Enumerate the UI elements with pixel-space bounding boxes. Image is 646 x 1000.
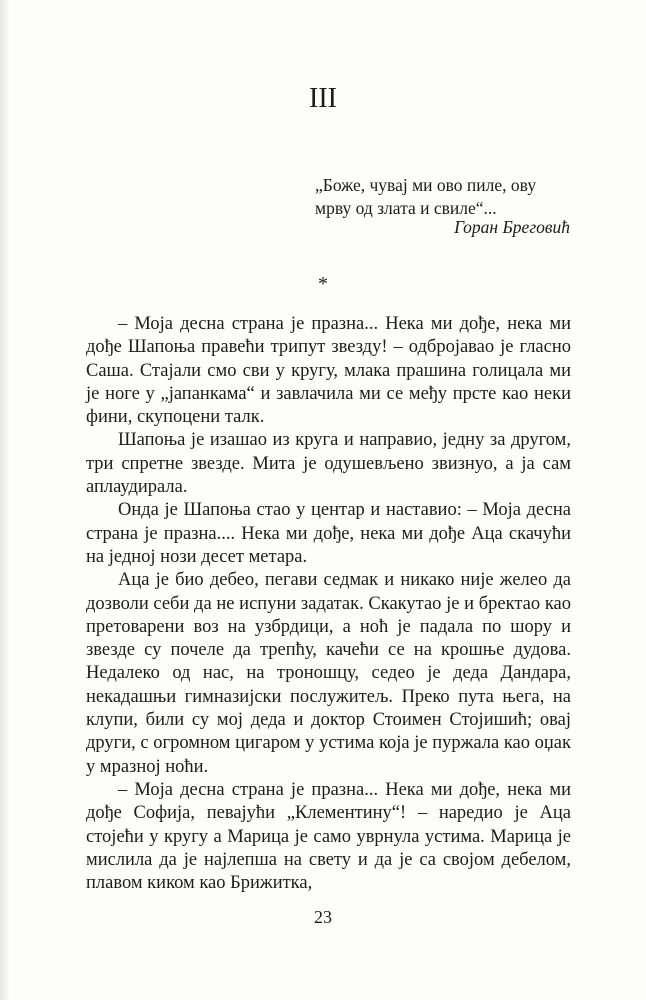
paragraph: Онда је Шапоња стао у центар и наставио: – Моја десна страна је празна.... Нека ми дође, нека ми дође Аца скачући на једној нози десет метара.: [86, 500, 571, 567]
section-separator: *: [318, 273, 328, 295]
paragraph: – Моја десна страна је празна... Нека ми дође, нека ми дође Софија, певајући „Клементину“! – наредио је Аца стојећи у кругу а Марица је само уврнула устима. Марица је мислила да је најлепша на свету и да је са својом дебелом, плавом киком као Брижитка,: [86, 779, 571, 894]
epigraph-author: Горан Бреговић: [454, 217, 570, 237]
epigraph-quote: „Боже, чувај ми ово пиле, ову мрву од злата и свиле“...: [315, 175, 537, 218]
paragraph: Аца је био дебео, пегави седмак и никако није желео да дозволи себи да не испуни задатак. Скакутао је и бректао као претоварени воз на узбрдици, а ноћ је падала по шору и звезде су почеле да трепћу, качећи се на крошње дудова. Недалеко од нас, на троношцу, седео је деда Дандара, некадашњи гимназијски послужитељ. Преко пута њега, на клупи, били су мој деда и доктор Стоимен Стојишић; овај други, с огромном цигаром у устима која је пуржала као оџак у мразној ноћи.: [86, 570, 571, 777]
page-binding-edge: [0, 0, 10, 1000]
paragraph: – Моја десна страна је празна... Нека ми дође, нека ми дође Шапоња правећи трипут звезду! – одбројавао је гласно Саша. Стајали смо сви у кругу, млака прашина голицала ми је ноге у „јапанкама“ и завлачила ми се међу прсте као неки фини, скупоцени талк.: [86, 314, 571, 428]
body-text: [86, 313, 571, 895]
chapter-number: III: [309, 83, 337, 114]
page-number: 23: [314, 907, 332, 927]
paragraph: Шапоња је изашао из круга и направио, једну за другом, три спретне звезде. Мита је одушевљено звизнуо, а ја сам аплаудирала.: [86, 430, 571, 498]
